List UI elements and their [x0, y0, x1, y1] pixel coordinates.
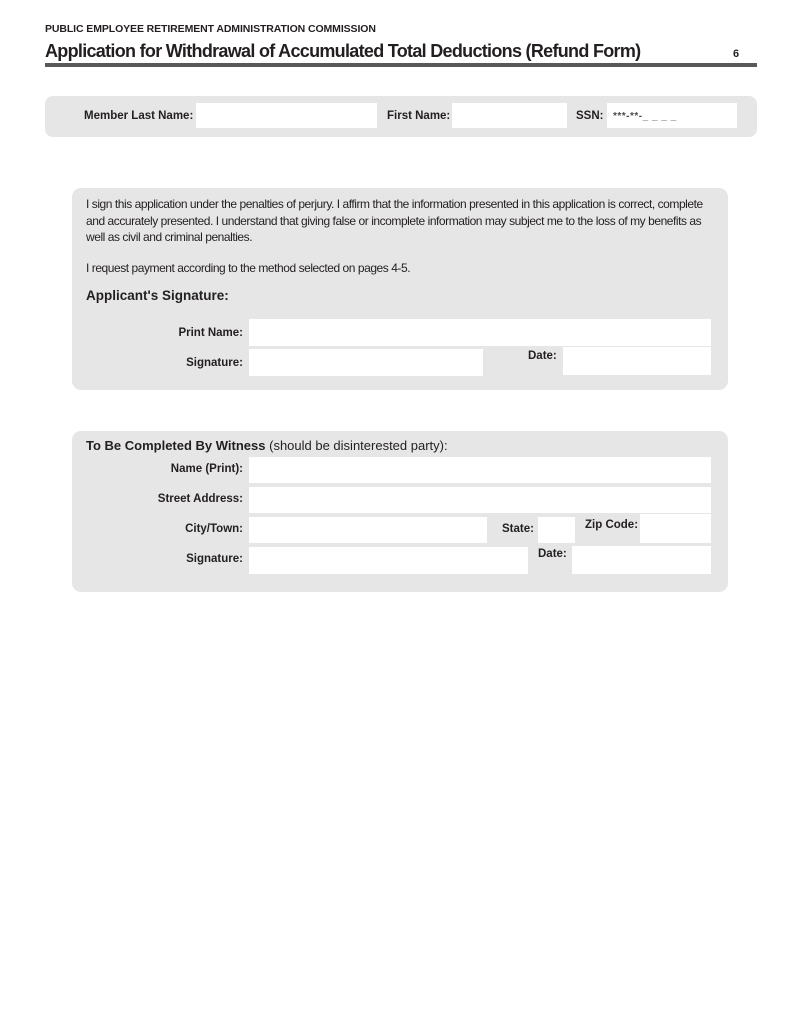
- perjury-statement: I sign this application under the penalties of perjury. I affirm that the information presented in this application is correct, complete and accurately presented. I understand that giving false or incomplete information may subject me to the loss of my benefits as well as civil and criminal penalties.: [86, 197, 703, 244]
- member-last-name-input[interactable]: [196, 103, 377, 128]
- applicant-print-name-input[interactable]: [249, 319, 711, 346]
- city-town-label: City/Town:: [185, 523, 243, 535]
- witness-heading-regular: (should be disinterested party):: [265, 438, 448, 453]
- witness-heading-bold: To Be Completed By Witness: [86, 438, 266, 453]
- state-input[interactable]: [538, 517, 575, 543]
- zip-code-label: Zip Code:: [585, 519, 639, 531]
- agency-name: PUBLIC EMPLOYEE RETIREMENT ADMINISTRATION COMMISSION: [45, 23, 376, 35]
- applicant-date-input[interactable]: [563, 347, 711, 375]
- ssn-input[interactable]: [607, 103, 737, 128]
- print-name-label: Print Name:: [178, 327, 243, 339]
- street-address-input[interactable]: [249, 487, 711, 513]
- witness-heading: [86, 438, 448, 453]
- applicant-signature-section: [72, 188, 728, 390]
- applicant-signature-label: Signature:: [186, 357, 243, 369]
- member-last-name-label: Member Last Name:: [84, 110, 194, 122]
- witness-signature-input[interactable]: [249, 547, 528, 574]
- page-number: 6: [733, 48, 740, 60]
- applicant-signature-input[interactable]: [249, 349, 483, 376]
- street-address-label: Street Address:: [157, 493, 243, 505]
- applicant-date-label: Date:: [528, 350, 557, 362]
- title-rule: [45, 63, 757, 67]
- witness-date-label: Date:: [538, 548, 567, 560]
- ssn-label: SSN:: [576, 110, 604, 122]
- witness-date-input[interactable]: [572, 546, 711, 574]
- witness-section: [72, 431, 728, 592]
- city-town-input[interactable]: [249, 517, 487, 543]
- first-name-input[interactable]: [452, 103, 567, 128]
- state-label: State:: [502, 523, 534, 535]
- witness-name-input[interactable]: [249, 457, 711, 483]
- applicant-signature-heading: Applicant's Signature:: [86, 288, 229, 303]
- member-info-bar: [45, 96, 757, 137]
- payment-statement: I request payment according to the method selected on pages 4-5.: [86, 261, 411, 275]
- first-name-label: First Name:: [387, 110, 451, 122]
- page-title: Application for Withdrawal of Accumulated Total Deductions (Refund Form): [45, 41, 641, 61]
- witness-name-label: Name (Print):: [170, 463, 243, 475]
- zip-code-input[interactable]: [640, 514, 711, 543]
- witness-signature-label: Signature:: [186, 553, 243, 565]
